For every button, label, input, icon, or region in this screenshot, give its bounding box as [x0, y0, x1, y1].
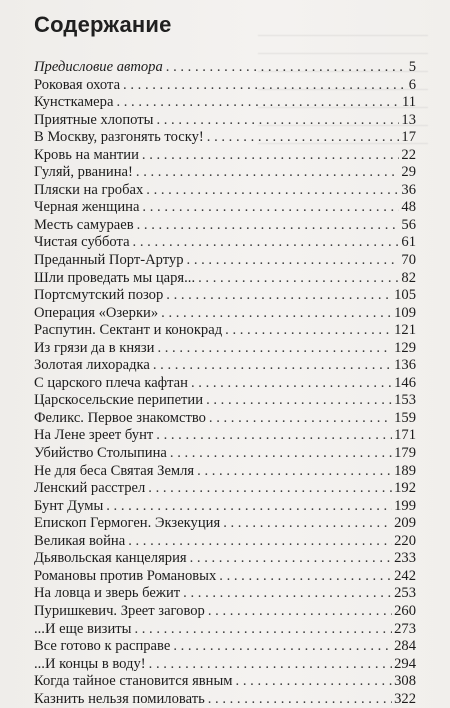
dot-leader — [170, 445, 392, 463]
dot-leader — [223, 515, 392, 533]
toc-entry — [34, 182, 416, 200]
toc-entry — [34, 375, 416, 393]
toc-entry — [34, 656, 416, 674]
toc-entry-title: Предисловие автора — [34, 59, 163, 75]
toc-entry — [34, 498, 416, 516]
dot-leader — [173, 638, 392, 656]
dot-leader — [156, 112, 399, 130]
toc-entry-title: Царскосельские перипетии — [34, 392, 204, 409]
toc-entry-page-number: 209 — [394, 515, 416, 532]
toc-entry-page-number: 153 — [394, 392, 416, 409]
toc-entry — [34, 638, 416, 656]
toc-entry — [34, 427, 416, 445]
dot-leader — [148, 480, 392, 498]
dot-leader — [149, 656, 392, 674]
toc-entry-page-number: 48 — [401, 199, 416, 216]
toc-entry — [34, 463, 416, 481]
toc-entry — [34, 129, 416, 147]
toc-entry-title: Дьявольская канцелярия — [34, 550, 187, 567]
toc-entry-title: Операция «Озерки» — [34, 304, 159, 321]
dot-leader — [146, 182, 399, 200]
toc-entry-page-number: 171 — [394, 427, 416, 444]
toc-entry-title: Пуришкевич. Зреет заговор — [34, 602, 205, 619]
toc-entry-title: В Москву, разгонять тоску! — [34, 129, 204, 146]
toc-entry-title: Кунсткамера — [34, 94, 114, 111]
dot-leader — [128, 533, 392, 551]
dot-leader — [207, 129, 400, 147]
dot-leader — [236, 673, 393, 691]
dot-leader — [183, 585, 392, 603]
toc-entry — [34, 480, 416, 498]
toc-entry-title: На Лене зреет бунт — [34, 427, 154, 444]
toc-entry — [34, 59, 416, 77]
dot-leader — [198, 270, 399, 288]
toc-entry-title: Месть самураев — [34, 216, 134, 233]
dot-leader — [142, 199, 399, 217]
toc-entry — [34, 568, 416, 586]
toc-entry-page-number: 129 — [394, 339, 416, 356]
dot-leader — [133, 234, 400, 252]
toc-entry — [34, 550, 416, 568]
toc-entry-title: Портсмутский позор — [34, 287, 164, 304]
toc-entry-title: Убийство Столыпина — [34, 445, 167, 462]
toc-entry-title: Из грязи да в князи — [34, 339, 155, 356]
toc-entry-page-number: 56 — [401, 216, 416, 233]
toc-entry-page-number: 146 — [394, 374, 416, 391]
toc-entry — [34, 164, 416, 182]
toc-entry-title: С царского плеча кафтан — [34, 374, 188, 391]
toc-entry-page-number: 22 — [401, 146, 416, 163]
toc-entry — [34, 392, 416, 410]
toc-entry — [34, 621, 416, 639]
toc-entry — [34, 287, 416, 305]
toc-entry — [34, 217, 416, 235]
dot-leader — [142, 147, 400, 165]
toc-entry-title: Распутин. Сектант и конокрад — [34, 322, 223, 339]
toc-entry-page-number: 121 — [394, 322, 416, 339]
dot-leader — [225, 322, 392, 340]
dot-leader — [136, 164, 400, 182]
toc-entry — [34, 603, 416, 621]
table-of-contents — [34, 59, 416, 708]
toc-entry-page-number: 284 — [394, 638, 416, 655]
dot-leader — [166, 59, 407, 77]
dot-leader — [106, 498, 392, 516]
toc-entry-page-number: 220 — [394, 532, 416, 549]
toc-entry-title: Ленский расстрел — [34, 480, 146, 497]
dot-leader — [156, 427, 392, 445]
toc-entry-page-number: 179 — [394, 445, 416, 462]
toc-entry-page-number: 159 — [394, 409, 416, 426]
toc-entry-title: Казнить нельзя помиловать — [34, 690, 205, 707]
toc-entry-title: Романовы против Романовых — [34, 567, 217, 584]
dot-leader — [137, 217, 400, 235]
dot-leader — [197, 463, 392, 481]
toc-entry — [34, 357, 416, 375]
toc-entry-page-number: 11 — [401, 94, 416, 111]
dot-leader — [134, 621, 392, 639]
toc-entry-title: ...И еще визиты — [34, 620, 132, 637]
toc-entry-page-number: 308 — [394, 673, 416, 690]
toc-entry-title: Гуляй, рванина! — [34, 164, 133, 181]
toc-entry — [34, 270, 416, 288]
dot-leader — [209, 410, 392, 428]
toc-entry-title: ...И концы в воду! — [34, 655, 146, 672]
dot-leader — [219, 568, 392, 586]
toc-entry-title: Кровь на мантии — [34, 146, 139, 163]
toc-entry-page-number: 70 — [401, 252, 416, 269]
toc-entry — [34, 691, 416, 708]
toc-entry — [34, 533, 416, 551]
dot-leader — [208, 691, 392, 708]
toc-entry — [34, 94, 416, 112]
toc-entry-title: Золотая лихорадка — [34, 357, 150, 374]
toc-entry — [34, 340, 416, 358]
toc-entry-title: Преданный Порт-Артур — [34, 252, 184, 269]
toc-entry-page-number: 242 — [394, 567, 416, 584]
toc-entry-title: Феликс. Первое знакомство — [34, 409, 206, 426]
dot-leader — [161, 305, 392, 323]
toc-entry-title: Пляски на гробах — [34, 181, 144, 198]
dot-leader — [153, 357, 392, 375]
toc-entry-page-number: 273 — [394, 620, 416, 637]
toc-entry-title: Когда тайное становится явным — [34, 673, 233, 690]
toc-entry-page-number: 109 — [394, 304, 416, 321]
dot-leader — [190, 550, 393, 568]
toc-entry-title: Не для беса Святая Земля — [34, 462, 195, 479]
toc-entry-page-number: 61 — [401, 234, 416, 251]
toc-entry — [34, 673, 416, 691]
toc-entry-title: Епископ Гермоген. Экзекуция — [34, 515, 221, 532]
toc-entry-title: На ловца и зверь бежит — [34, 585, 181, 602]
dot-leader — [166, 287, 392, 305]
toc-entry-page-number: 260 — [394, 602, 416, 619]
toc-entry-page-number: 253 — [394, 585, 416, 602]
toc-entry-title: Приятные хлопоты — [34, 111, 154, 128]
dot-leader — [208, 603, 392, 621]
toc-entry-title: Черная женщина — [34, 199, 140, 216]
toc-entry-title: Все готово к расправе — [34, 638, 171, 655]
dot-leader — [206, 392, 392, 410]
toc-entry-page-number: 199 — [394, 497, 416, 514]
toc-entry-page-number: 192 — [394, 480, 416, 497]
dot-leader — [187, 252, 400, 270]
toc-entry-page-number: 29 — [401, 164, 416, 181]
dot-leader — [116, 94, 400, 112]
dot-leader — [123, 77, 407, 95]
toc-entry-title: Великая война — [34, 532, 126, 549]
toc-entry — [34, 305, 416, 323]
toc-entry — [34, 112, 416, 130]
toc-entry — [34, 515, 416, 533]
toc-entry — [34, 234, 416, 252]
toc-entry-page-number: 294 — [394, 655, 416, 672]
toc-entry-page-number: 105 — [394, 287, 416, 304]
toc-entry-page-number: 136 — [394, 357, 416, 374]
toc-entry — [34, 585, 416, 603]
toc-entry-title: Роковая охота — [34, 76, 121, 93]
toc-entry-page-number: 82 — [401, 269, 416, 286]
toc-entry-page-number: 13 — [401, 111, 416, 128]
toc-entry — [34, 322, 416, 340]
toc-entry-page-number: 6 — [408, 76, 416, 93]
toc-entry — [34, 147, 416, 165]
toc-heading: Содержание — [34, 12, 172, 37]
toc-entry-page-number: 36 — [401, 181, 416, 198]
toc-entry-page-number: 189 — [394, 462, 416, 479]
dot-leader — [157, 340, 392, 358]
toc-entry-page-number: 5 — [408, 59, 416, 75]
toc-entry — [34, 252, 416, 270]
toc-entry — [34, 199, 416, 217]
toc-entry — [34, 410, 416, 428]
toc-entry-page-number: 322 — [394, 690, 416, 707]
toc-entry — [34, 445, 416, 463]
toc-entry-title: Чистая суббота — [34, 234, 130, 251]
toc-entry — [34, 77, 416, 95]
toc-entry-page-number: 233 — [394, 550, 416, 567]
toc-entry-title: Бунт Думы — [34, 497, 104, 514]
toc-entry-title: Шли проведать мы царя... — [34, 269, 196, 286]
dot-leader — [191, 375, 392, 393]
toc-entry-page-number: 17 — [401, 129, 416, 146]
